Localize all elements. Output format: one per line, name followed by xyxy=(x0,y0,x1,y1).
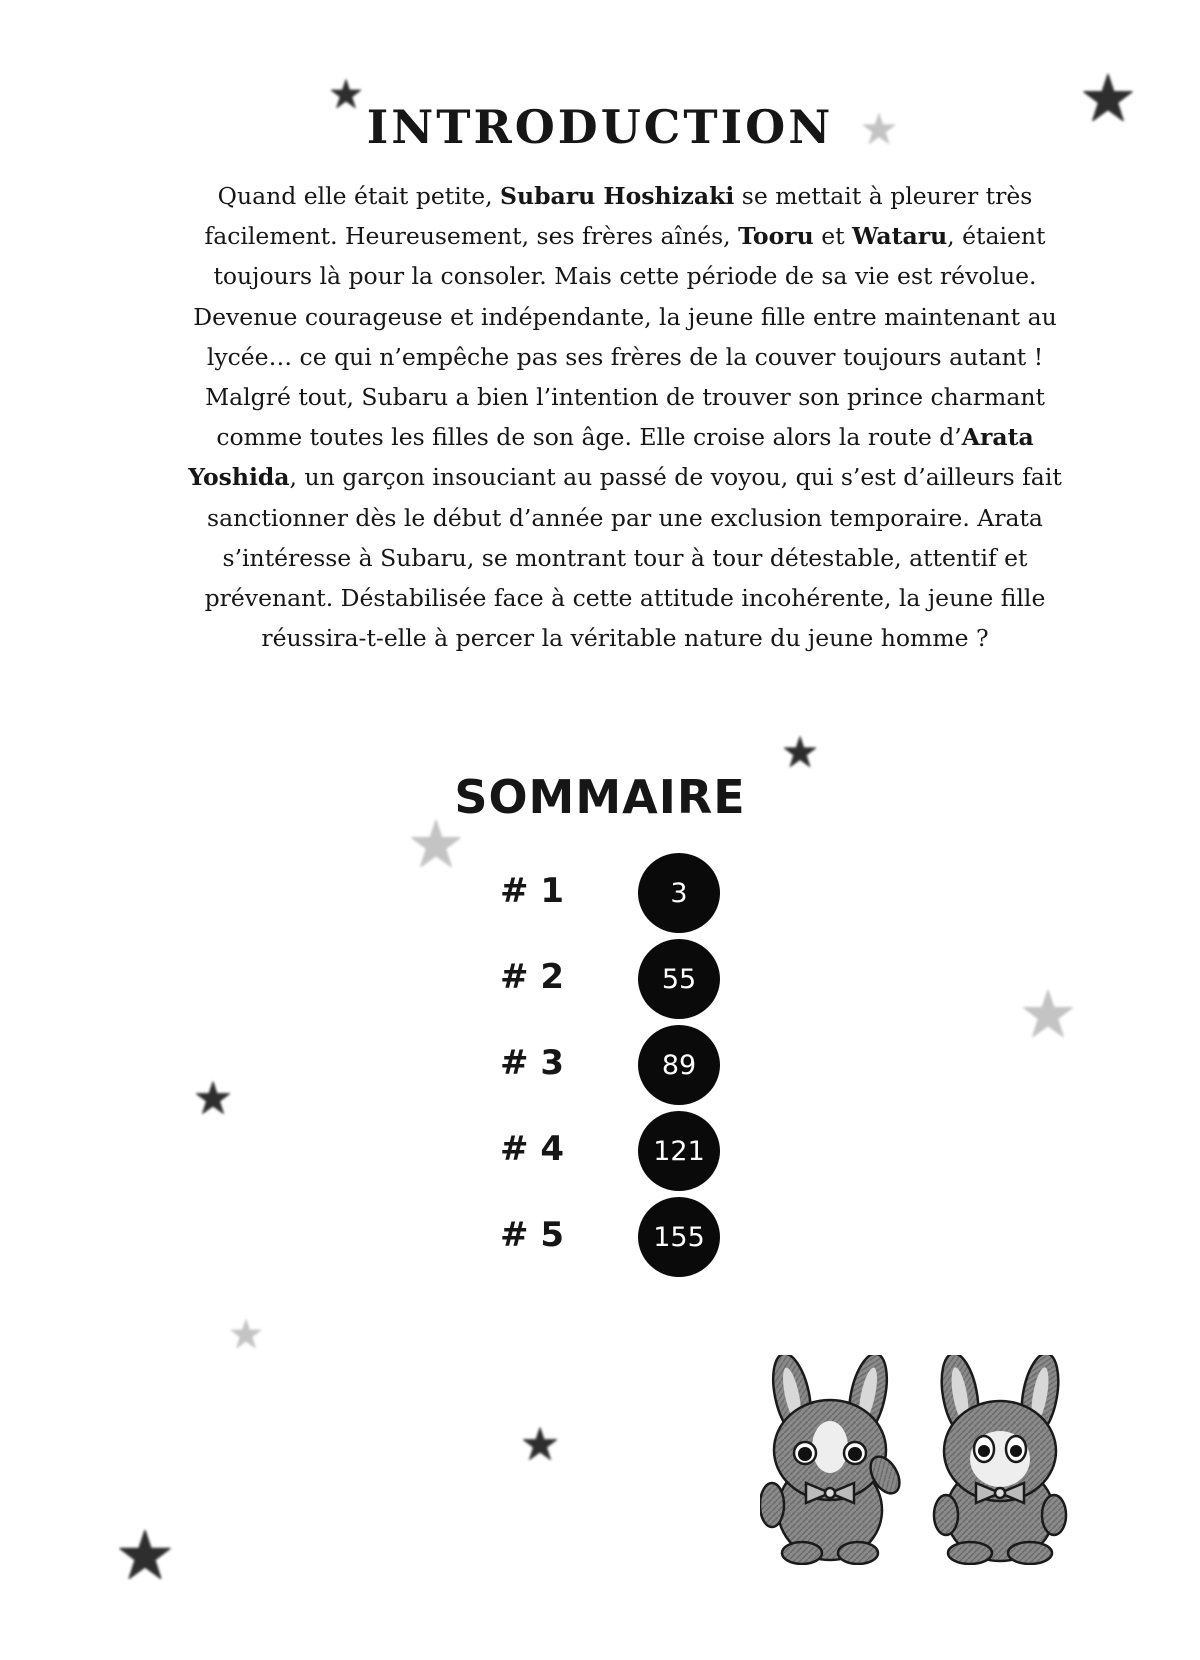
toc-page-badge: 55 xyxy=(638,939,720,1019)
toc-page-badge: 155 xyxy=(638,1197,720,1277)
star-icon xyxy=(230,1318,262,1350)
introduction-title: INTRODUCTION xyxy=(366,100,834,154)
bunny-right xyxy=(934,1355,1066,1564)
introduction-paragraph xyxy=(165,176,1085,658)
bunny-left xyxy=(760,1355,905,1564)
intro-text-segment: Quand elle était petite, xyxy=(217,182,501,210)
star-icon xyxy=(1022,988,1074,1040)
star-icon xyxy=(410,818,462,870)
intro-text-segment: , étaient toujours là pour la consoler. Mais cette période de sa vie est révolue. Devenue courageuse et indépendante, la jeune fille entre maintenant au lycée… ce qui n’empêche pas ses frères de la couver toujours autant ! Malgré tout, Subaru a bien l’intention de trouver son prince charmant comme toutes les filles de son âge. Elle croise alors la route d’ xyxy=(193,222,1057,452)
bunny-mascots-illustration xyxy=(760,1355,1090,1565)
intro-name-highlight: Arata Yoshida xyxy=(188,423,1034,492)
toc-page-badge: 3 xyxy=(638,853,720,933)
toc-entry-5[interactable] xyxy=(500,1197,740,1277)
toc-entry-label: # 2 xyxy=(500,957,564,997)
toc-entry-2[interactable] xyxy=(500,939,740,1019)
toc-page-badge: 121 xyxy=(638,1111,720,1191)
star-icon xyxy=(118,1528,172,1582)
toc-entry-label: # 3 xyxy=(500,1043,564,1083)
toc-entry-4[interactable] xyxy=(500,1111,740,1191)
toc-entry-1[interactable] xyxy=(500,853,740,933)
intro-name-highlight: Tooru xyxy=(738,222,814,251)
intro-text-segment: et xyxy=(813,222,853,251)
sommaire-title: SOMMAIRE xyxy=(454,770,746,824)
star-icon xyxy=(522,1426,558,1462)
intro-text-segment: , un garçon insouciant au passé de voyou, qui s’est d’ailleurs fait sanctionner dès le début d’année par une exclusion temporaire. Arata s’intéresse à Subaru, se montrant tour à tour détestable, attentif et prévenant. Déstabilisée face à cette attitude incohérente, la jeune fille réussira-t-elle à percer la véritable nature du jeune homme ? xyxy=(204,463,1062,653)
toc-entry-label: # 5 xyxy=(500,1215,564,1255)
intro-name-highlight: Subaru Hoshizaki xyxy=(500,182,735,210)
intro-name-highlight: Wataru xyxy=(852,222,948,251)
toc-entry-3[interactable] xyxy=(500,1025,740,1105)
toc-entry-label: # 4 xyxy=(500,1129,564,1169)
star-icon xyxy=(783,735,817,769)
intro-text-segment: se mettait à pleurer très facilement. Heureusement, ses frères aînés, xyxy=(204,182,1033,251)
toc-page-badge: 89 xyxy=(638,1025,720,1105)
toc-entry-label: # 1 xyxy=(500,871,564,911)
star-icon xyxy=(195,1080,231,1116)
